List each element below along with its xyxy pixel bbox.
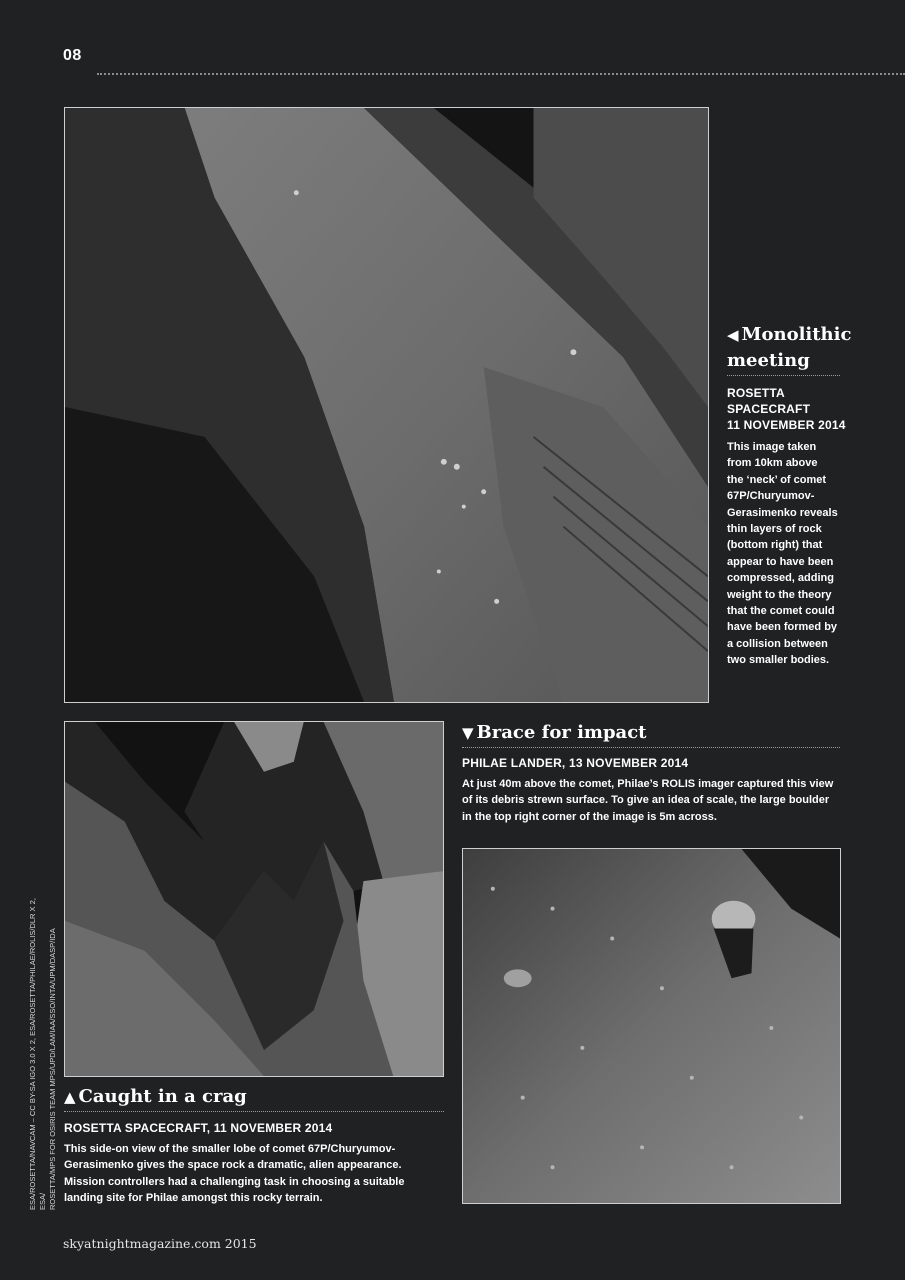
body-line: Gerasimenko gives the space rock a dramatic, alien appearance. xyxy=(64,1159,402,1172)
monolithic-title-line1: Monolithic xyxy=(741,324,852,345)
crag-body xyxy=(64,1141,444,1207)
body-line: (bottom right) that xyxy=(727,539,823,552)
brace-heading xyxy=(462,720,842,746)
body-line: This side-on view of the smaller lobe of comet 67P/Churyumov- xyxy=(64,1143,396,1155)
left-triangle-icon: ◀ xyxy=(727,326,739,344)
source-line: SPACECRAFT xyxy=(727,402,811,416)
body-line: landing site for Philae amongst this rocky terrain. xyxy=(64,1192,323,1205)
comet-surface-photo xyxy=(462,848,841,1204)
monolithic-rule xyxy=(727,375,840,376)
crag-title: Caught in a crag xyxy=(78,1086,247,1107)
brace-rule xyxy=(462,747,840,748)
up-triangle-icon: ▲ xyxy=(64,1088,76,1106)
comet-neck-photo xyxy=(64,107,709,703)
crag-rule xyxy=(64,1111,444,1112)
body-line: in the top right corner of the image is 5m across. xyxy=(462,810,717,823)
crag-source: ROSETTA SPACECRAFT, 11 NOVEMBER 2014 xyxy=(64,1121,333,1135)
brace-body xyxy=(462,776,847,825)
source-line: 11 NOVEMBER 2014 xyxy=(727,418,846,432)
credits-line: ROSETTA/MPS FOR OSIRIS TEAM MPS/UPD/LAM/IAA/SSO/INTA/UPM/DASP/IDA xyxy=(48,928,57,1210)
body-line: from 10km above xyxy=(727,457,818,470)
body-line: appear to have been xyxy=(727,555,834,568)
brace-title: Brace for impact xyxy=(476,722,647,743)
body-line: weight to the theory xyxy=(727,588,832,601)
monolithic-source xyxy=(727,385,847,433)
brace-source: PHILAE LANDER, 13 NOVEMBER 2014 xyxy=(462,756,689,770)
body-line: two smaller bodies. xyxy=(727,654,830,667)
monolithic-heading xyxy=(727,322,852,373)
body-line: Mission controllers had a challenging task in choosing a suitable xyxy=(64,1175,405,1188)
monolithic-body xyxy=(727,439,857,669)
crag-heading xyxy=(64,1084,444,1110)
down-triangle-icon: ▼ xyxy=(462,724,474,742)
body-line: that the comet could xyxy=(727,605,835,618)
page-number: 08 xyxy=(63,47,82,64)
body-line: At just 40m above the comet, Philae’s ROLIS imager captured this view xyxy=(462,778,834,790)
body-line: compressed, adding xyxy=(727,572,834,585)
body-line: of its debris strewn surface. To give an idea of scale, the large boulder xyxy=(462,794,830,807)
header-rule xyxy=(97,73,905,75)
monolithic-title-line2: meeting xyxy=(727,350,810,371)
body-line: This image taken xyxy=(727,441,817,453)
body-line: have been formed by xyxy=(727,621,838,634)
body-line: the ‘neck’ of comet xyxy=(727,473,827,486)
source-line: ROSETTA xyxy=(727,386,785,400)
body-line: 67P/Churyumov- xyxy=(727,490,815,503)
body-line: thin layers of rock xyxy=(727,523,822,536)
footer-url: skyatnightmagazine.com 2015 xyxy=(63,1236,257,1251)
credits-line: ESA/ROSETTA/NAVCAM – CC BY-SA IGO 3.0 X 2, ESA/ROSETTA/PHILAE/ROLIS/DLR X 2, ESA/ xyxy=(28,898,47,1210)
comet-crag-photo xyxy=(64,721,444,1077)
body-line: a collision between xyxy=(727,637,828,650)
photo-credits xyxy=(28,880,58,1210)
body-line: Gerasimenko reveals xyxy=(727,506,838,519)
